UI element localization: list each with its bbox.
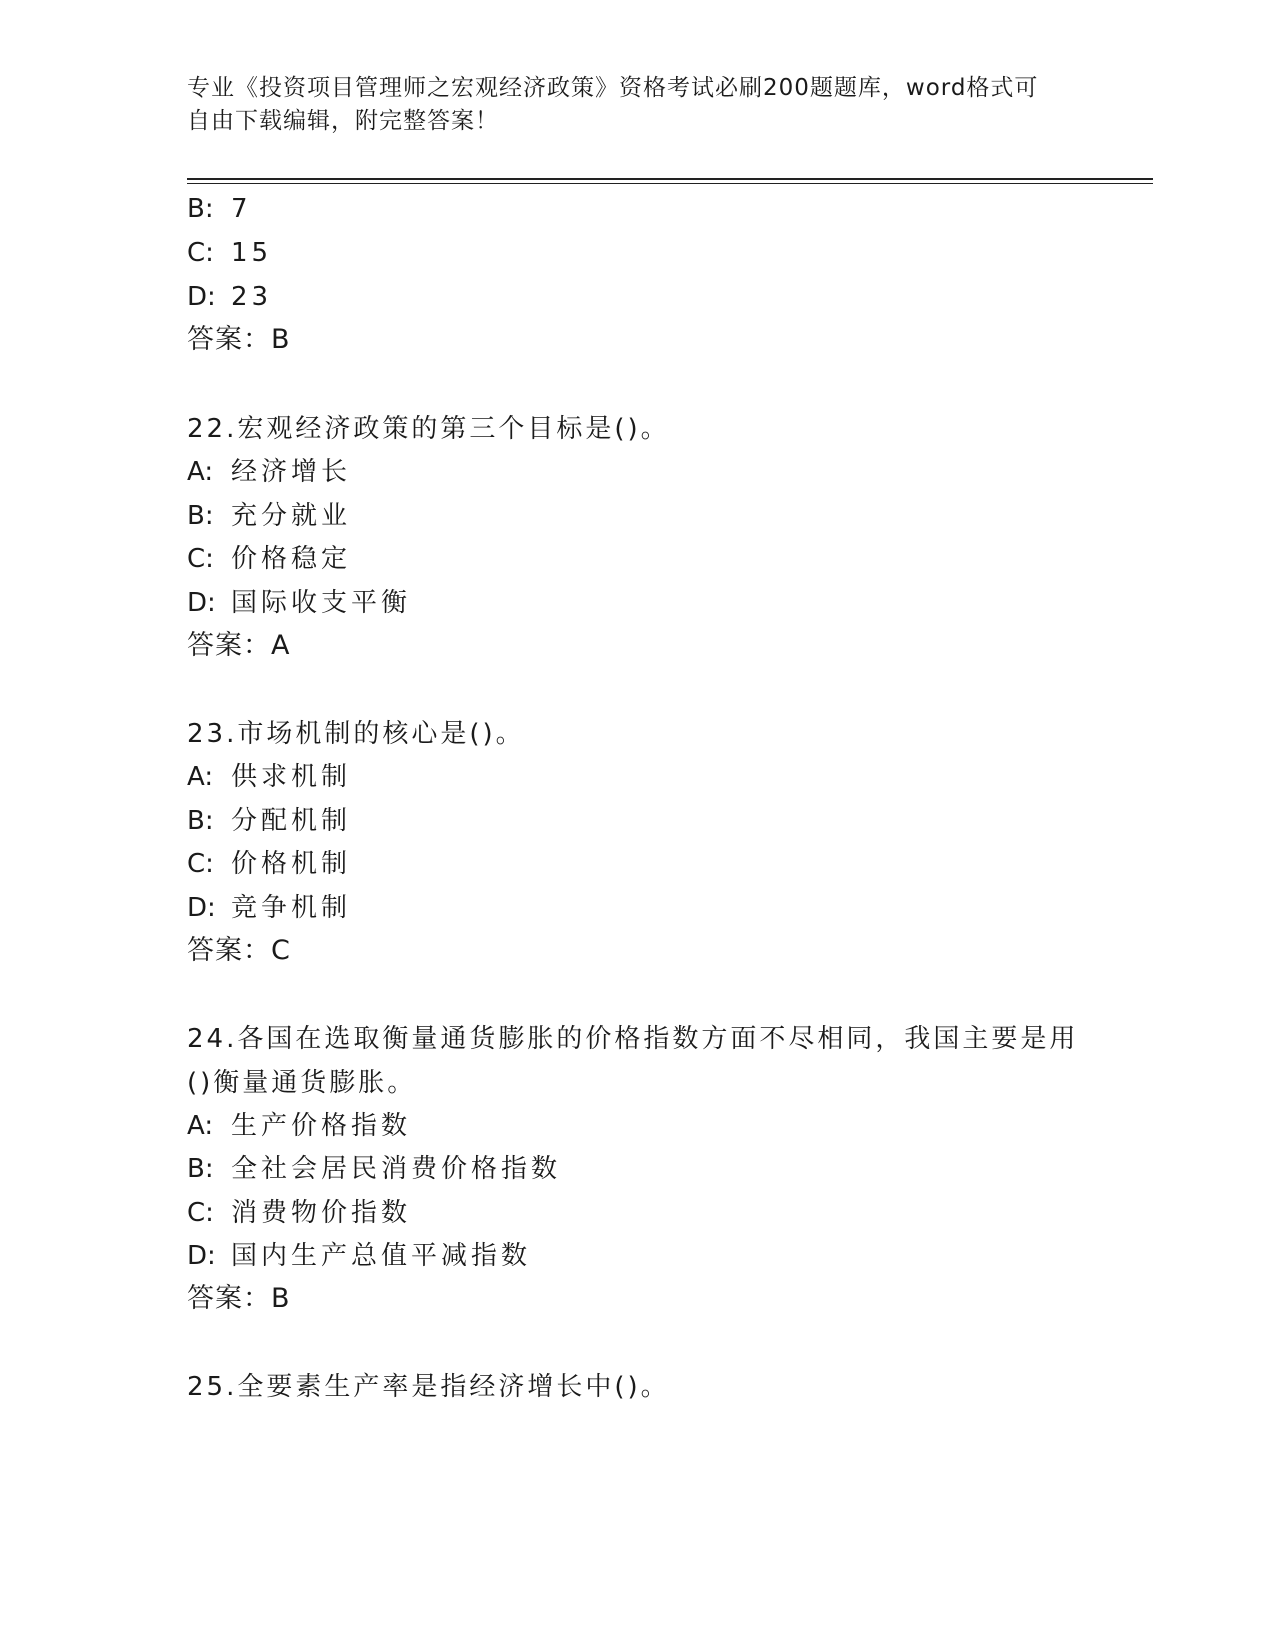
option-text: 国内生产总值平减指数 (231, 1241, 532, 1271)
option-text: 分配机制 (231, 806, 352, 836)
option-key: A: (187, 1111, 214, 1141)
q24-option-a (187, 1109, 411, 1143)
option-text: 经济增长 (231, 457, 352, 487)
option-key: B: (187, 806, 214, 836)
option-key: D: (187, 588, 216, 618)
option-key: C: (187, 849, 214, 879)
header-title-line-1: 专业《投资项目管理师之宏观经济政策》资格考试必刷200题题库，word格式可 (187, 75, 1039, 101)
option-key: C: (187, 238, 214, 268)
q22-option-c (187, 542, 351, 576)
option-text: 生产价格指数 (231, 1111, 412, 1141)
q21-option-b (187, 192, 252, 226)
option-key: B: (187, 194, 214, 224)
option-text: 价格稳定 (231, 544, 352, 574)
option-key: A: (187, 762, 214, 792)
option-key: A: (187, 457, 214, 487)
q22-stem: 22.宏观经济政策的第三个目标是()。 (187, 414, 670, 444)
q23-option-a (187, 760, 351, 794)
option-key: B: (187, 1154, 214, 1184)
q24-answer: 答案：B (187, 1283, 291, 1314)
option-text: 7 (231, 194, 252, 224)
q23-option-c (187, 847, 351, 881)
header-title-line-2: 自由下载编辑，附完整答案！ (187, 108, 499, 134)
q23-option-b (187, 804, 351, 838)
option-text: 充分就业 (231, 501, 352, 531)
option-text: 竞争机制 (231, 893, 352, 923)
q23-stem: 23.市场机制的核心是()。 (187, 719, 525, 749)
option-key: C: (187, 1198, 214, 1228)
q21-option-d (187, 280, 272, 314)
header-divider-thin (187, 183, 1153, 184)
header-divider-thick (187, 178, 1153, 180)
option-text: 全社会居民消费价格指数 (231, 1154, 562, 1184)
q23-answer: 答案：C (187, 935, 291, 966)
option-text: 23 (231, 282, 273, 312)
q21-option-c (187, 236, 272, 270)
option-text: 国际收支平衡 (231, 588, 412, 618)
option-text: 供求机制 (231, 762, 352, 792)
option-key: D: (187, 1241, 216, 1271)
option-key: D: (187, 893, 216, 923)
q24-stem-line-1: 24.各国在选取衡量通货膨胀的价格指数方面不尽相同，我国主要是用 (187, 1024, 1079, 1054)
q24-option-c (187, 1196, 411, 1230)
q24-option-d (187, 1239, 531, 1273)
q22-option-d (187, 586, 411, 620)
q22-option-b (187, 499, 351, 533)
q24-stem-line-2: ()衡量通货膨胀。 (187, 1068, 417, 1098)
q25-stem: 25.全要素生产率是指经济增长中()。 (187, 1372, 670, 1402)
q23-option-d (187, 891, 351, 925)
q24-option-b (187, 1152, 561, 1186)
q22-answer: 答案：A (187, 630, 291, 661)
option-key: C: (187, 544, 214, 574)
q22-option-a (187, 455, 351, 489)
option-text: 价格机制 (231, 849, 352, 879)
q21-answer: 答案：B (187, 324, 291, 355)
option-key: D: (187, 282, 216, 312)
option-text: 消费物价指数 (231, 1198, 412, 1228)
document-header (187, 72, 1067, 138)
option-key: B: (187, 501, 214, 531)
option-text: 15 (231, 238, 273, 268)
